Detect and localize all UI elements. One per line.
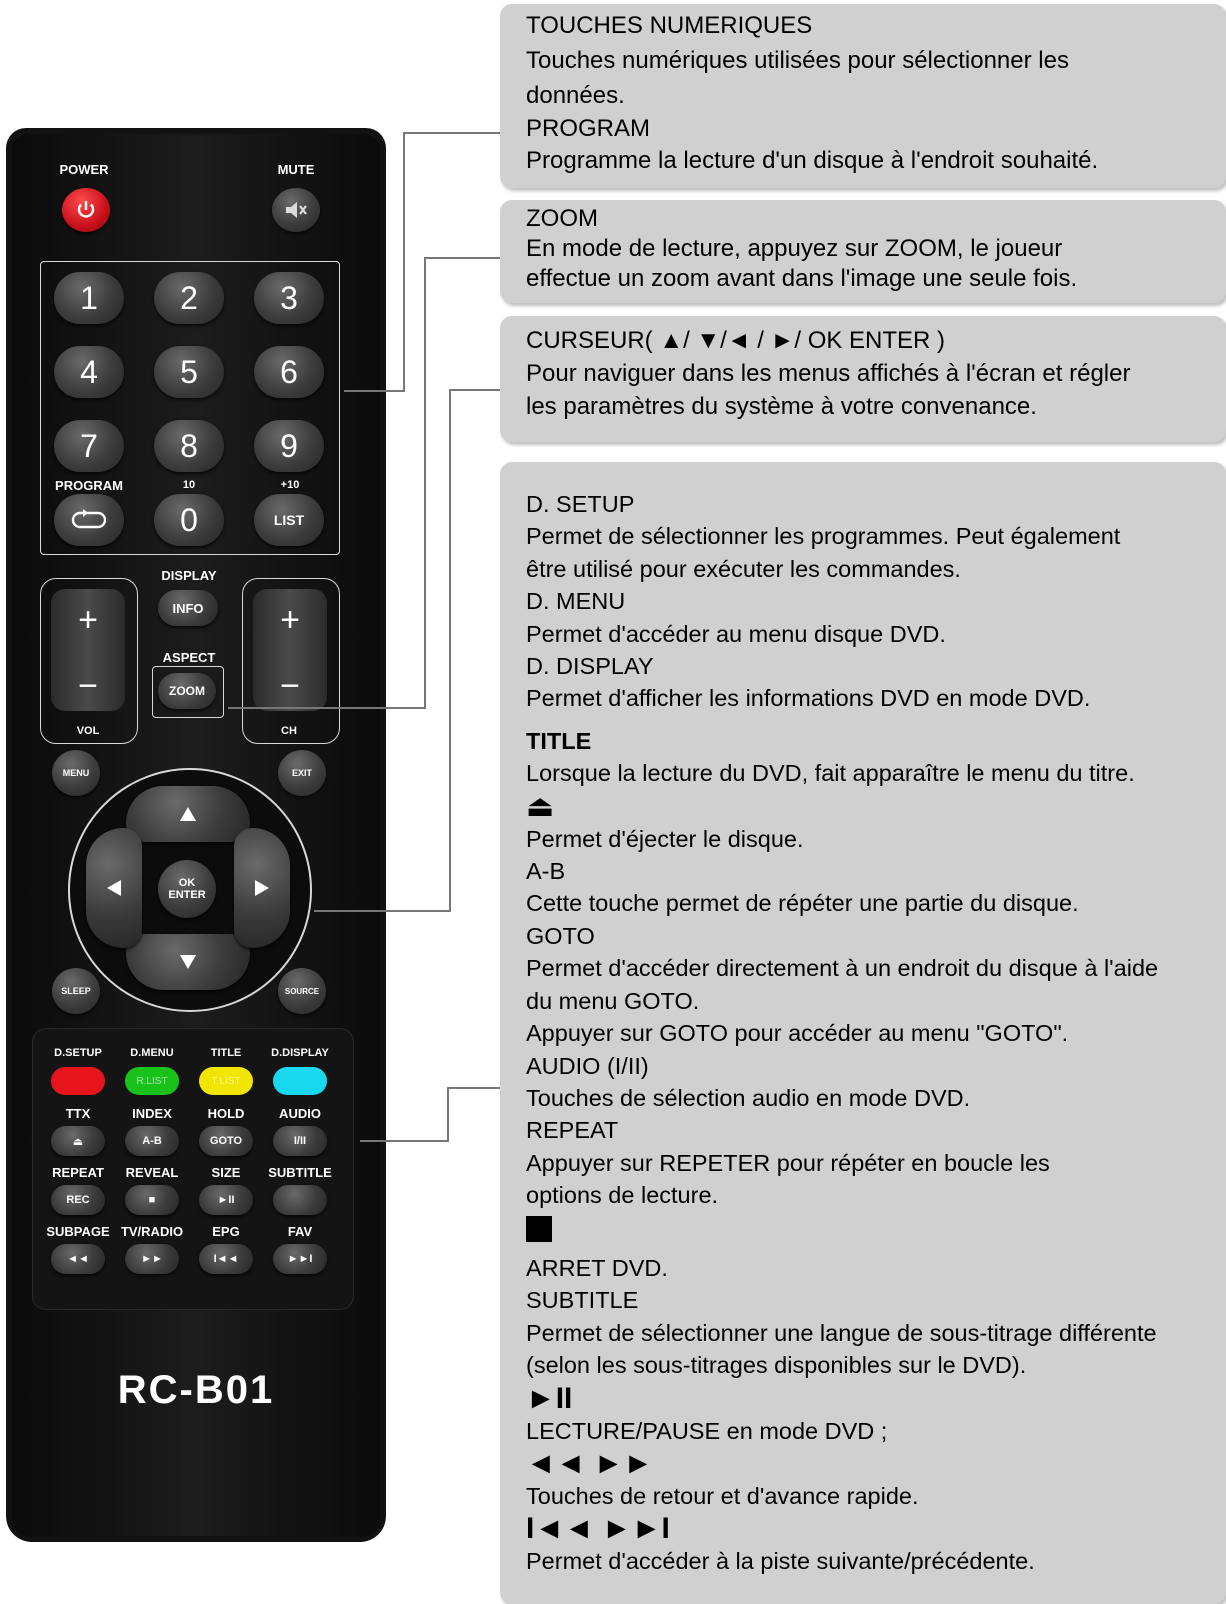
model-name: RC-B01 [117, 1368, 275, 1412]
callout-line-lower-keys [360, 1088, 500, 1141]
sleep-button[interactable]: SLEEP [52, 968, 100, 1014]
goto-button[interactable]: GOTO [199, 1126, 253, 1156]
tv-radio-label: TV/RADIO [120, 1224, 184, 1239]
audio-text: Touches de sélection audio en mode DVD. [526, 1084, 971, 1111]
panel-zoom [500, 200, 1226, 303]
fast-forward-button[interactable]: ►► [125, 1244, 179, 1274]
eject-button[interactable]: ⏏ [51, 1126, 105, 1156]
digit-5-button[interactable]: 5 [154, 346, 224, 398]
ten-label: 10 [182, 479, 196, 491]
title-text: Lorsque la lecture du DVD, fait apparaître le menu du titre. [526, 760, 1135, 787]
zoom-text: En mode de lecture, appuyez sur ZOOM, le joueur effectue un zoom avant dans l'image une seule fois. [526, 235, 1078, 292]
power-label: POWER [59, 162, 109, 177]
aspect-label: ASPECT [162, 650, 216, 665]
previous-button[interactable]: I◄◄ [199, 1244, 253, 1274]
fav-label: FAV [287, 1224, 313, 1239]
digit-8-button[interactable]: 8 [154, 420, 224, 472]
goto-heading: GOTO [526, 922, 595, 949]
title-heading: TITLE [526, 727, 592, 754]
previous-next-symbol: I◄◄ ►►I [526, 1512, 670, 1546]
mute-label: MUTE [277, 162, 315, 177]
channel-down-button[interactable]: − [280, 667, 300, 705]
cursor-heading: CURSEUR( ▲/ ▼/◄ / ►/ OK ENTER ) [526, 327, 946, 354]
audio-label: AUDIO [279, 1106, 321, 1121]
play-pause-symbol: ►II [526, 1381, 573, 1415]
numeric-keys-text: Touches numériques utilisées pour sélectionner les données. [526, 46, 1069, 109]
program-text: Programme la lecture d'un disque à l'endroit souhaité. [526, 147, 1099, 174]
subtitle-heading: SUBTITLE [526, 1287, 639, 1314]
repeat-heading: REPEAT [526, 1117, 619, 1144]
source-button[interactable]: SOURCE [278, 968, 326, 1014]
info-button[interactable]: INFO [158, 590, 218, 626]
numeric-keys-heading: TOUCHES NUMERIQUES [526, 12, 813, 39]
reveal-label: REVEAL [125, 1165, 179, 1180]
digit-9-button[interactable]: 9 [254, 420, 324, 472]
play-pause-text: LECTURE/PAUSE en mode DVD ; [526, 1417, 888, 1444]
audio-button[interactable]: I/II [273, 1126, 327, 1156]
play-pause-button[interactable]: ►II [199, 1185, 253, 1215]
digit-6-button[interactable]: 6 [254, 346, 324, 398]
zoom-heading: ZOOM [526, 205, 598, 232]
digit-3-button[interactable]: 3 [254, 272, 324, 324]
callout-line-cursor [314, 390, 500, 911]
digit-2-button[interactable]: 2 [154, 272, 224, 324]
goto-text-2: Appuyer sur GOTO pour accéder au menu "GOTO". [526, 1020, 1069, 1047]
dmenu-label: D.MENU [130, 1047, 174, 1059]
cursor-text: Pour naviguer dans les menus affichés à l'écran et régler les paramètres du système à votre convenance. [526, 360, 1131, 420]
stop-text: ARRET DVD. [526, 1254, 668, 1281]
digit-0-button[interactable]: 0 [154, 494, 224, 546]
green-button[interactable]: R.LIST [125, 1067, 179, 1095]
ok-label: OK [178, 877, 196, 889]
ddisplay-heading: D. DISPLAY [526, 653, 654, 680]
list-button[interactable]: LIST [254, 494, 324, 546]
panel-cursor [500, 316, 1226, 442]
audio-heading: AUDIO (I/II) [526, 1052, 649, 1079]
panel-numeric-keys [500, 4, 1226, 188]
ab-button[interactable]: A-B [125, 1126, 179, 1156]
yellow-button[interactable]: T.LIST [199, 1067, 253, 1095]
menu-button[interactable]: MENU [52, 750, 100, 796]
program-label: PROGRAM [55, 478, 123, 493]
panel-function-keys [500, 462, 1226, 1604]
goto-text: Permet d'accéder directement à un endroit du disque à l'aide du menu GOTO. [526, 955, 1159, 1014]
rec-button[interactable]: REC [51, 1185, 105, 1215]
vol-label: VOL [76, 725, 100, 737]
eject-symbol: ⏏ [526, 789, 555, 823]
ddisplay-text: Permet d'afficher les informations DVD en mode DVD. [526, 685, 1091, 712]
enter-label: ENTER [168, 889, 206, 901]
callout-line-numeric [344, 133, 500, 391]
zoom-button[interactable]: ZOOM [158, 673, 216, 709]
rewind-button[interactable]: ◄◄ [51, 1244, 105, 1274]
stop-symbol [526, 1216, 552, 1242]
epg-label: EPG [212, 1224, 240, 1239]
repeat-label: REPEAT [52, 1165, 104, 1180]
ab-heading: A-B [526, 858, 566, 885]
size-label: SIZE [211, 1165, 241, 1180]
display-label: DISPLAY [161, 568, 217, 583]
digit-7-button[interactable]: 7 [54, 420, 124, 472]
ttx-label: TTX [65, 1106, 91, 1121]
plus10-label: +10 [280, 479, 300, 491]
dsetup-label: D.SETUP [54, 1047, 102, 1059]
rewind-forward-symbol: ◄◄ ►► [526, 1446, 654, 1480]
next-button[interactable]: ►►I [273, 1244, 327, 1274]
subtitle-text: Permet de sélectionner une langue de sous-titrage différente (selon les sous-titrages disponibles sur le DVD). [526, 1319, 1157, 1379]
dsetup-text: Permet de sélectionner les programmes. Peut également être utilisé pour exécuter les commandes. [526, 523, 1121, 582]
program-heading: PROGRAM [526, 114, 651, 142]
ch-label: CH [281, 725, 297, 737]
dsetup-heading: D. SETUP [526, 491, 635, 517]
subtitle-label: SUBTITLE [268, 1165, 332, 1180]
callout-line-zoom [228, 258, 500, 708]
volume-up-button[interactable]: + [78, 601, 98, 639]
volume-down-button[interactable]: − [78, 667, 98, 705]
digit-1-button[interactable]: 1 [54, 272, 124, 324]
dmenu-text: Permet d'accéder au menu disque DVD. [526, 620, 946, 647]
exit-button[interactable]: EXIT [278, 750, 326, 796]
dmenu-heading: D. MENU [526, 588, 626, 615]
eject-text: Permet d'éjecter le disque. [526, 825, 804, 852]
rewind-forward-text: Touches de retour et d'avance rapide. [526, 1482, 919, 1509]
digit-4-button[interactable]: 4 [54, 346, 124, 398]
previous-next-text: Permet d'accéder à la piste suivante/précédente. [526, 1548, 1035, 1575]
channel-up-button[interactable]: + [280, 601, 300, 639]
hold-label: HOLD [207, 1106, 245, 1121]
subpage-label: SUBPAGE [46, 1224, 110, 1239]
stop-button[interactable]: ■ [125, 1185, 179, 1215]
ddisplay-label: D.DISPLAY [271, 1047, 329, 1059]
index-label: INDEX [132, 1106, 172, 1121]
title-label: TITLE [210, 1047, 242, 1059]
repeat-text: Appuyer sur REPETER pour répéter en boucle les options de lecture. [526, 1149, 1050, 1209]
ab-text: Cette touche permet de répéter une partie du disque. [526, 890, 1079, 917]
